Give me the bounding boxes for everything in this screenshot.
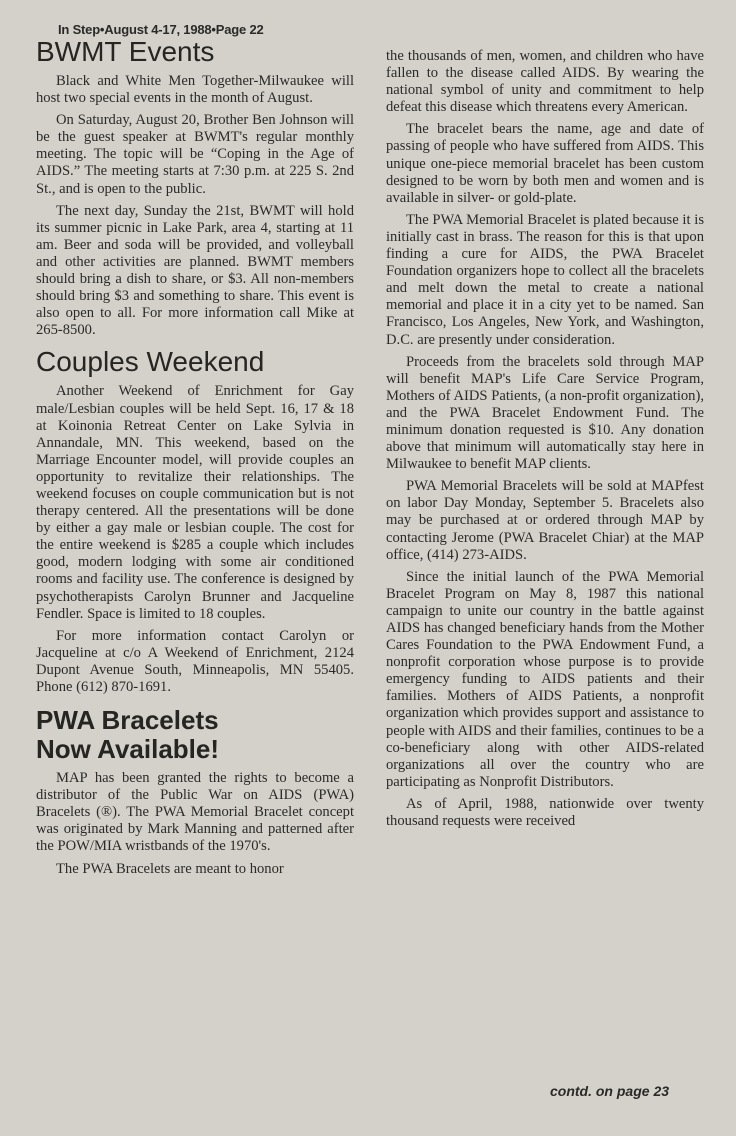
paragraph: Proceeds from the bracelets sold through MAP will benefit MAP's Life Care Service Program, Mothers of AIDS Patients, (a non-profit organization), and the PWA Bracelet Endowment Fund. The minimum donation requested is $10. Any donation above that minimum will automatically stay here in Milwaukee to benefit MAP clients.	[386, 353, 704, 473]
paragraph: For more information contact Carolyn or Jacqueline at c/o A Weekend of Enrichment, 2124 Dupont Avenue South, Minneapolis, MN 55405. Phone (612) 870-1691.	[36, 627, 354, 695]
title-line-1: PWA Bracelets	[36, 705, 219, 736]
title-line-2: Now Available!	[36, 734, 220, 765]
paragraph: The next day, Sunday the 21st, BWMT will hold its summer picnic in Lake Park, area 4, starting at 11 am. Beer and soda will be provided, and volleyball and other activities are planned. BWMT members should bring a dish to share, or $3. All non-members should bring $3 and something to share. This event is also open to all. For more information call Mike at 265-8500.	[36, 202, 354, 339]
paragraph: The PWA Bracelets are meant to honor	[56, 860, 284, 877]
paragraph: The PWA Memorial Bracelet is plated because it is initially cast in brass. The reason for this is that upon finding a cure for AIDS, the PWA Bracelet Foundation organizers hope to collect all the bracelets and melt down the metal to create a national memorial and place it in a city yet to be named. San Francisco, Los Angeles, New York, and Washington, D.C. are presently under consideration.	[386, 211, 704, 348]
paragraph: PWA Memorial Bracelets will be sold at MAPfest on labor Day Monday, September 5. Bracelets also may be purchased at or ordered through MAP by contacting Jerome (PWA Bracelet Chiar) at the MAP office, (414) 273-AIDS.	[386, 478, 704, 563]
article-title-bwmt: BWMT Events	[36, 36, 215, 67]
paragraph: As of April, 1988, nationwide over twenty thousand requests were received	[386, 795, 704, 830]
continued-note: contd. on page 23	[550, 1083, 670, 1099]
paragraph: MAP has been granted the rights to become a distributor of the Public War on AIDS (PWA) Bracelets (®). The PWA Memorial Bracelet concept was originated by Mark Manning and patterned after the POW/MIA wristbands of the 1970's.	[36, 770, 354, 855]
paragraph: Black and White Men Together-Milwaukee will host two special events in the month of August.	[36, 73, 354, 107]
left-column	[36, 22, 354, 883]
paragraph: Another Weekend of Enrichment for Gay male/Lesbian couples will be held Sept. 16, 17 & 18 at Koinonia Retreat Center on Lake Sylvia in Annandale, MN. This weekend, based on the Marriage Encounter model, will provide couples an opportunity to revitalize their relationships. The weekend focuses on couple communication but is not therapy centered. All the presentations will be done by either a gay male or lesbian couple. The cost for the entire weekend is $285 a couple which includes good, modern lodging with some air conditioned rooms and facility use. The conference is designed by psychotherapists Carolyn Brunner and Jacqueline Fendler. Space is limited to 18 couples.	[36, 383, 354, 622]
page-header: In Step•August 4-17, 1988•Page 22	[58, 22, 264, 37]
paragraph: the thousands of men, women, and children who have fallen to the disease called AIDS. By wearing the national symbol of unity and commitment to help defeat this disease which threatens every American.	[386, 48, 704, 116]
paragraph: The bracelet bears the name, age and date of passing of people who have suffered from AIDS. This unique one-piece memorial bracelet has been custom designed to be worn by both men and women and is available in silver- or gold-plate.	[386, 121, 704, 206]
paragraph: On Saturday, August 20, Brother Ben Johnson will be the guest speaker at BWMT's regular monthly meeting. The topic will be “Coping in the Age of AIDS.” The meeting starts at 7:30 p.m. at 225 S. 2nd St., and is open to the public.	[36, 112, 354, 197]
article-title-couples: Couples Weekend	[36, 346, 265, 378]
article-title-pwa	[36, 706, 354, 764]
right-column	[386, 48, 704, 835]
paragraph: Since the initial launch of the PWA Memorial Bracelet Program on May 8, 1987 this national campaign to unite our country in the battle against AIDS has changed beneficiary hands from the Mother Cares Foundation to the PWA Endowment Fund, a nonprofit corporation whose purpose is to provide emergency funding to AIDS patients and their families. Mothers of AIDS Patients, a nonprofit organization which provides support and assistance to people with AIDS and their families, continues to be a co-beneficiary along with other AIDS-related organizations all over the country who are participating as Nonprofit Distributors.	[386, 568, 704, 790]
